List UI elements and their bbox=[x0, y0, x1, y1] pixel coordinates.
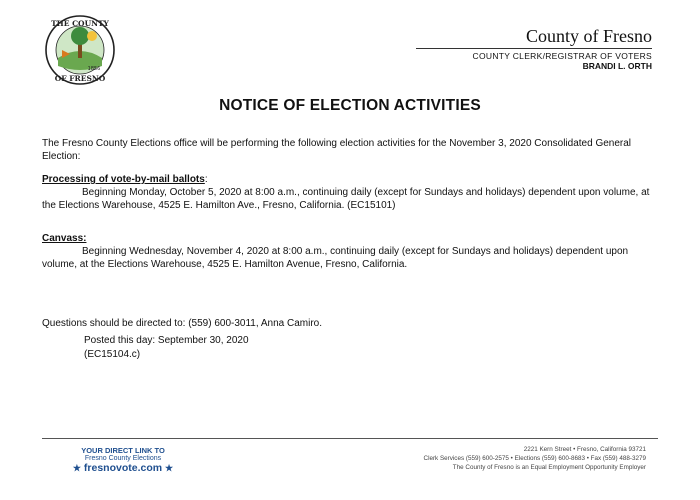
header-divider bbox=[416, 48, 652, 49]
footer-phone-numbers: Clerk Services (559) 600-2575 • Elections (559) 600-8683 • Fax (559) 488-3279 bbox=[423, 455, 646, 462]
elections-website-url[interactable]: fresnovote.com bbox=[83, 462, 163, 474]
section-text-processing: Beginning Monday, October 5, 2020 at 8:00 a.m., continuing daily (except for Sundays and holidays) dependent upon volume, at the Elections Warehouse, 4525 E. Hamilton Ave., Fresno, California. (EC15101) bbox=[42, 187, 650, 211]
footer-address: 2221 Kern Street • Fresno, California 93721 bbox=[523, 446, 646, 453]
county-seal-logo bbox=[44, 14, 116, 86]
organization-header bbox=[416, 26, 652, 72]
footer-link-subheading: Fresno County Elections bbox=[84, 455, 162, 462]
elections-website-link[interactable] bbox=[52, 462, 194, 474]
star-icon: ★ bbox=[72, 463, 81, 473]
posted-date: Posted this day: September 30, 2020 bbox=[84, 335, 249, 346]
department-name: COUNTY CLERK/REGISTRAR OF VOTERS bbox=[472, 51, 652, 61]
section-heading-canvass bbox=[42, 233, 660, 246]
election-code: (EC15104.c) bbox=[84, 349, 141, 360]
organization-name: County of Fresno bbox=[526, 26, 652, 46]
footer-link-heading: YOUR DIRECT LINK TO bbox=[81, 446, 165, 455]
questions-contact: Questions should be directed to: (559) 600-3011, Anna Camiro. bbox=[42, 318, 322, 329]
official-name: BRANDI L. ORTH bbox=[582, 61, 652, 71]
canvass-heading-text: Canvass: bbox=[42, 233, 87, 244]
svg-text:THE COUNTY: THE COUNTY bbox=[51, 19, 109, 28]
footer-equal-opportunity: The County of Fresno is an Equal Employment Opportunity Employer bbox=[452, 464, 646, 471]
intro-paragraph: The Fresno County Elections office will be performing the following election activities for the November 3, 2020 Consolidated General Election: bbox=[42, 138, 632, 162]
svg-text:1856: 1856 bbox=[87, 66, 101, 72]
svg-text:OF FRESNO: OF FRESNO bbox=[54, 74, 106, 83]
section-heading-processing: Processing of vote-by-mail ballots: bbox=[42, 174, 208, 185]
star-icon: ★ bbox=[165, 463, 174, 473]
section-text-canvass: Beginning Wednesday, November 4, 2020 at 8:00 a.m., continuing daily (except for Sundays and holidays) dependent upon volume, at the Elections Warehouse, 4525 E. Hamilton Avenue, Fresno, California. bbox=[42, 246, 629, 270]
notice-title: NOTICE OF ELECTION ACTIVITIES bbox=[219, 97, 481, 114]
processing-heading-text: Processing of vote-by-mail ballots bbox=[42, 174, 205, 185]
footer-divider bbox=[42, 438, 658, 439]
